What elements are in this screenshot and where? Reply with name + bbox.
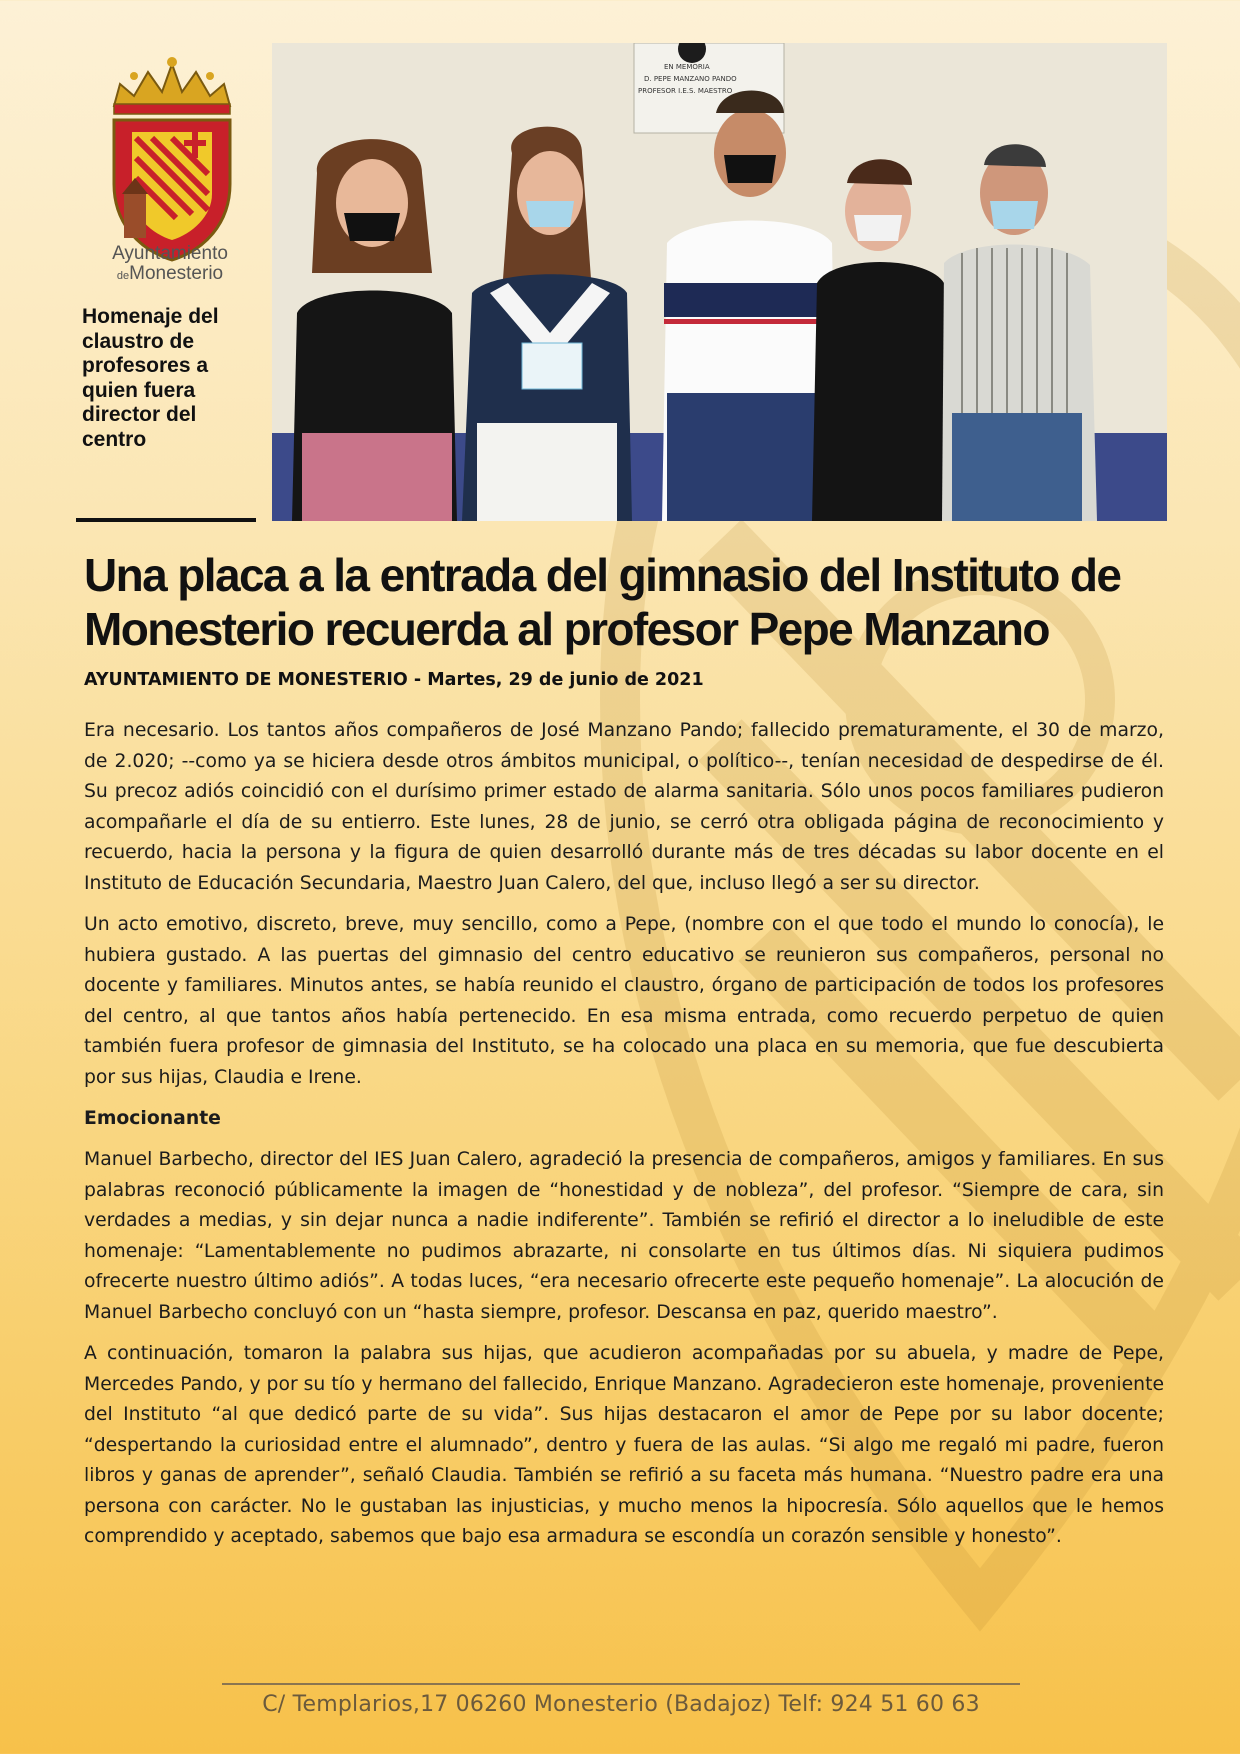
plaque-text-2: D. PEPE MANZANO PANDO [644,75,737,83]
article-byline [84,670,704,690]
ceremony-photo [272,43,1167,521]
logo-text-de: de [116,270,130,282]
logo-text [80,244,260,286]
plaque-text-3: PROFESOR I.E.S. MAESTRO [638,87,733,95]
article-paragraph: Era necesario. Los tantos años compañeros de José Manzano Pando; fallecido prematuramente, el 30 de marzo, de 2.020; --como ya se hiciera desde otros ámbitos municipal, o político--, tenían necesidad de despedirse de él. Su precoz adiós coincidió con el durísimo primer estado de alarma sanitaria. Sólo unos pocos familiares pudieron acompañarle el día de su entierro. Este lunes, 28 de junio, se cerró otra obligada página de reconocimiento y recuerdo, hacia la persona y la figura de quien desarrolló durante más de tres décadas su labor docente en el Instituto de Educación Secundaria, Maestro Juan Calero, del que, incluso llegó a ser su director. [84,720,1164,894]
footer-divider [222,1683,1020,1685]
caption-divider [76,518,256,522]
plaque-text-1: EN MEMORIA [664,63,710,71]
logo-text-line1: Ayuntamiento [112,243,228,264]
article-source: AYUNTAMIENTO DE MONESTERIO [84,670,408,690]
article-paragraph: Manuel Barbecho, director del IES Juan Calero, agradeció la presencia de compañeros, amigos y familiares. En sus palabras reconoció públicamente la imagen de “honestidad y de nobleza”, del profesor. “Siempre de cara, sin verdades a medias, y sin dejar nunca a nadie indiferente”. También se refirió el director a lo ineludible de este homenaje: “Lamentablemente no pudimos abrazarte, ni consolarte en tus últimos días. Ni siquiera pudimos ofrecerte nuestro último adiós”. A todas luces, “era necesario ofrecerte este pequeño homenaje”. La alocución de Manuel Barbecho concluyó con un “hasta siempre, profesor. Descansa en paz, querido maestro”. [84,1149,1164,1323]
logo-text-line2: Monesterio [129,263,224,284]
article-subheading: Emocionante [84,1108,221,1129]
photo-caption: Homenaje del claustro de profesores a quien fuera director del centro [82,305,219,451]
footer-address: C/ Templarios,17 06260 Monesterio (Badajoz) Telf: 924 51 60 63 [262,1692,980,1717]
article-body [84,716,1164,1564]
article-paragraph: A continuación, tomaron la palabra sus hijas, que acudieron acompañadas por su abuela, y madre de Pepe, Mercedes Pando, y por su tío y hermano del fallecido, Enrique Manzano. Agradecieron este homenaje, proveniente del Instituto “al que dedicó parte de su vida”. Sus hijas destacaron el amor de Pepe por su labor docente; “despertando la curiosidad entre el alumnado”, dentro y fuera de las aulas. “Si algo me regaló mi padre, fueron libros y ganas de aprender”, señaló Claudia. También se refirió a su faceta más humana. “Nuestro padre era una persona con carácter. No le gustaban las injusticias, y mucho menos la hipocresía. Sólo aquellos que le hemos comprendido y aceptado, sabemos que bajo esa armadura se escondía un corazón sensible y honesto”. [84,1343,1164,1547]
article-paragraph: Un acto emotivo, discreto, breve, muy sencillo, como a Pepe, (nombre con el que todo el mundo lo conocía), le hubiera gustado. A las puertas del gimnasio del centro educativo se reunieron sus compañeros, personal no docente y familiares. Minutos antes, se había reunido el claustro, órgano de participación de todos los profesores del centro, al que tantos años había pertenecido. En esa misma entrada, como recuerdo perpetuo de quien también fuera profesor de gimnasia del Instituto, se ha colocado una placa en su memoria, que fue descubierta por sus hijas, Claudia e Irene. [84,914,1164,1088]
article-date: - Martes, 29 de junio de 2021 [407,670,704,690]
article-headline: Una placa a la entrada del gimnasio del Instituto de Monesterio recuerda al profesor Pepe Manzano [84,549,1121,655]
